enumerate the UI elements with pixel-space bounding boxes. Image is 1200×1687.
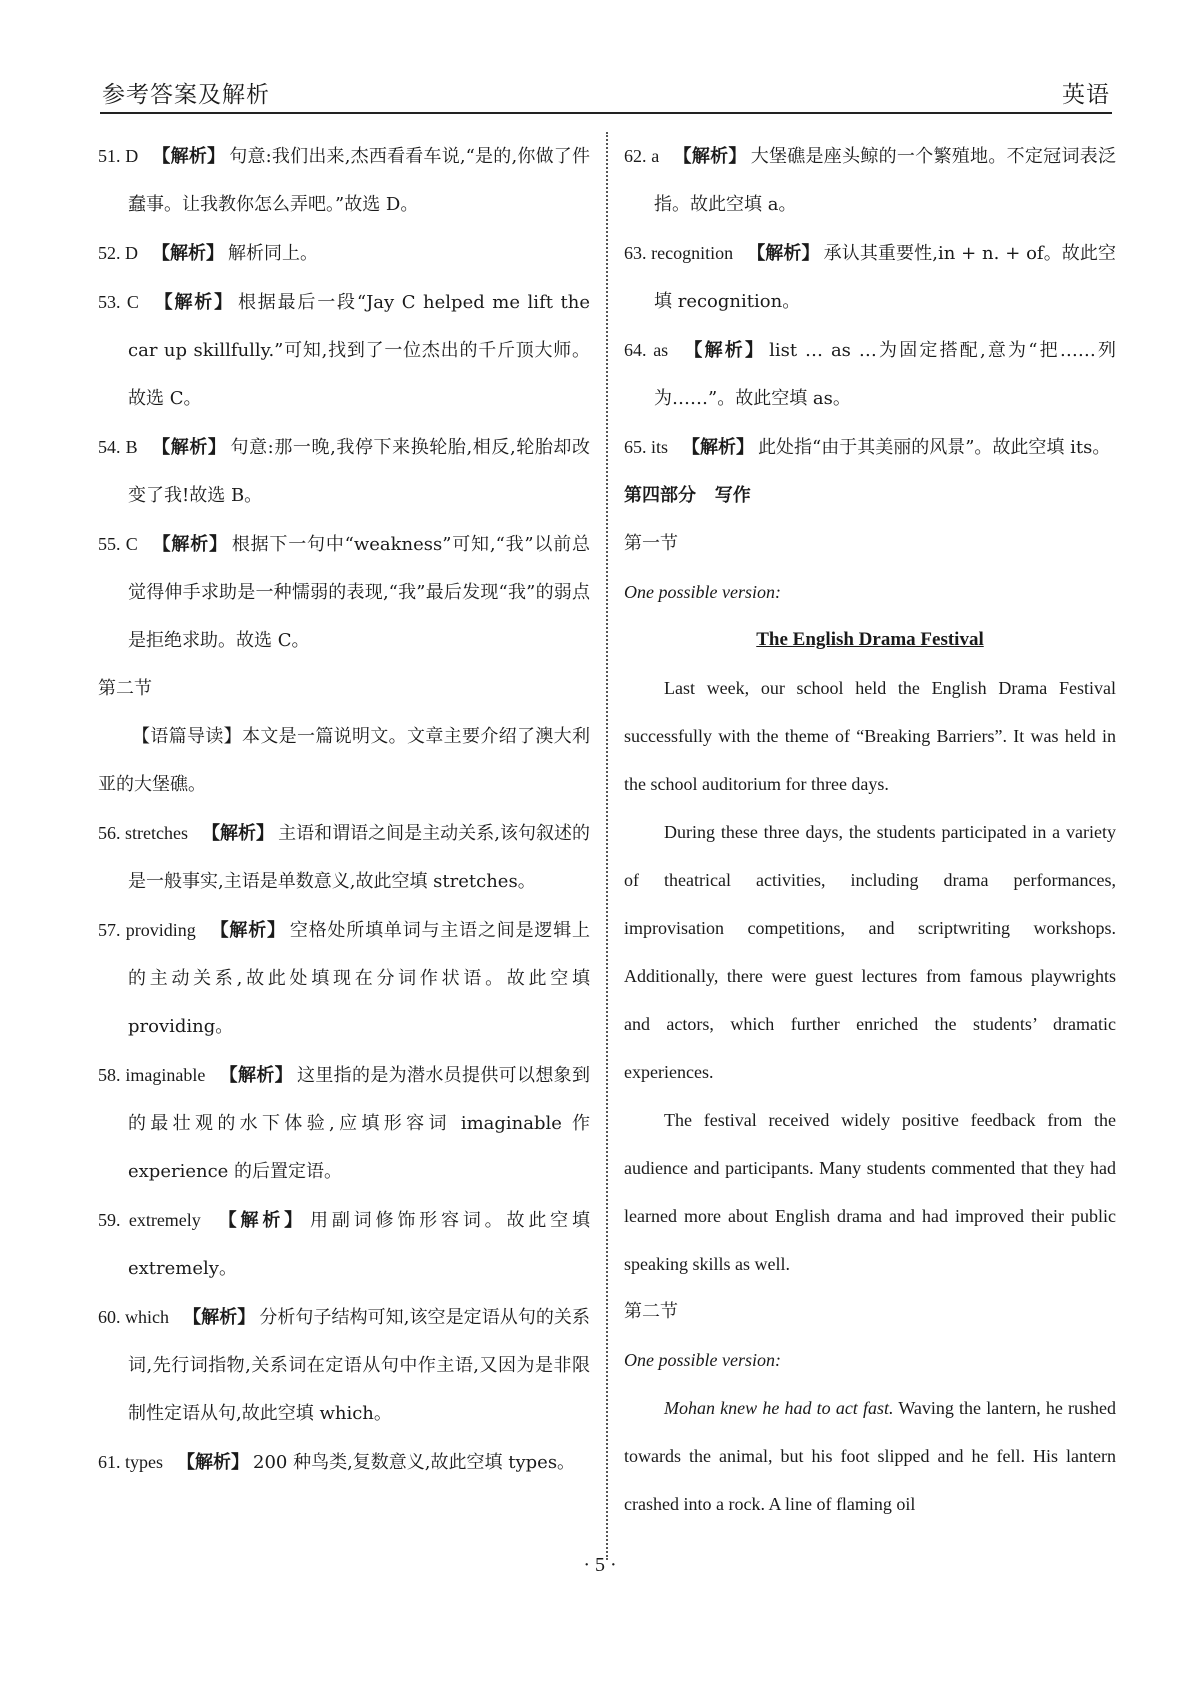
answer-number: 62. a bbox=[624, 146, 660, 166]
analysis-tag: 【解析】 bbox=[747, 243, 820, 264]
answer-item bbox=[98, 278, 590, 423]
answer-number: 55. C bbox=[98, 534, 138, 554]
answer-item bbox=[98, 906, 590, 1051]
analysis-tag: 【解析】 bbox=[682, 340, 766, 361]
analysis-tag: 【解析】 bbox=[214, 1210, 306, 1231]
answer-item bbox=[624, 423, 1116, 472]
answer-item bbox=[98, 809, 590, 906]
analysis-tag: 【解析】 bbox=[152, 292, 234, 313]
answer-number: 57. providing bbox=[98, 920, 196, 940]
header-subject: 英语 bbox=[1062, 82, 1110, 108]
answer-item bbox=[98, 229, 590, 278]
answer-item bbox=[98, 423, 590, 520]
section-title-2: 第二节 bbox=[98, 678, 152, 699]
analysis-text: 根据最后一段“Jay C helped me lift the car up skillfully.”可知,找到了一位杰出的千斤顶大师。故选 C。 bbox=[128, 292, 590, 409]
passage-guide: 【语篇导读】本文是一篇说明文。文章主要介绍了澳大利亚的大堡礁。 bbox=[98, 726, 590, 795]
analysis-text: 200 种鸟类,复数意义,故此空填 types。 bbox=[253, 1452, 576, 1473]
answer-item bbox=[98, 132, 590, 229]
answer-number: 63. recognition bbox=[624, 243, 734, 263]
essay-paragraph-3: The festival received widely positive feedback from the audience and participants. Many students commented that they had learned more about English drama and had improved their public speaking skills as well. bbox=[624, 1110, 1116, 1274]
answer-number: 51. D bbox=[98, 146, 139, 166]
analysis-tag: 【解析】 bbox=[202, 823, 275, 844]
left-column bbox=[98, 132, 590, 1487]
column-divider bbox=[606, 132, 608, 1560]
version-label-1: One possible version: bbox=[624, 582, 781, 602]
page-header bbox=[100, 72, 1112, 114]
analysis-tag: 【解析】 bbox=[152, 243, 224, 264]
essay-paragraph-2: During these three days, the students participated in a variety of theatrical activities, including drama performances, improvisation competitions, and scriptwriting workshops. Additionally, there were guest lectures from famous playwrights and actors, which further enriched the students’ dramatic experiences. bbox=[624, 822, 1116, 1082]
answer-item bbox=[98, 520, 590, 665]
continuation-text: Waving the lantern, he rushed towards the animal, but his foot slipped and he fell. His lantern crashed into a rock. A line of flaming oil bbox=[624, 1398, 1117, 1514]
answer-number: 53. C bbox=[98, 292, 139, 312]
analysis-text: 承认其重要性,in + n. + of。故此空填 recognition。 bbox=[654, 243, 1117, 312]
answer-item bbox=[624, 326, 1116, 423]
answer-list-c bbox=[624, 132, 1116, 472]
essay-paragraph-1: Last week, our school held the English Drama Festival successfully with the theme of “Breaking Barriers”. It was held in the school auditorium for three days. bbox=[624, 678, 1116, 794]
analysis-tag: 【解析】 bbox=[151, 437, 227, 458]
essay-title: The English Drama Festival bbox=[756, 629, 984, 650]
analysis-tag: 【解析】 bbox=[151, 534, 228, 555]
analysis-tag: 【解析】 bbox=[682, 437, 755, 458]
analysis-tag: 【解析】 bbox=[219, 1065, 293, 1086]
answer-item bbox=[98, 1293, 590, 1438]
answer-number: 60. which bbox=[98, 1307, 170, 1327]
analysis-text: 解析同上。 bbox=[228, 243, 318, 264]
analysis-text: 句意:那一晚,我停下来换轮胎,相反,轮胎却改变了我!故选 B。 bbox=[128, 437, 590, 506]
analysis-text: 主语和谓语之间是主动关系,该句叙述的是一般事实,主语是单数意义,故此空填 stretches。 bbox=[128, 823, 590, 892]
answer-number: 61. types bbox=[98, 1452, 163, 1472]
analysis-text: 此处指“由于其美丽的风景”。故此空填 its。 bbox=[758, 437, 1111, 458]
part4-title: 第四部分 写作 bbox=[624, 485, 751, 506]
writing-section-2-title: 第二节 bbox=[624, 1301, 678, 1322]
answer-item bbox=[98, 1438, 590, 1487]
answer-item bbox=[624, 132, 1116, 229]
analysis-text: 根据下一句中“weakness”可知,“我”以前总觉得伸手求助是一种懦弱的表现,“我”最后发现“我”的弱点是拒绝求助。故选 C。 bbox=[128, 534, 590, 651]
answer-number: 65. its bbox=[624, 437, 669, 457]
answer-number: 64. as bbox=[624, 340, 669, 360]
answer-list-a bbox=[98, 132, 590, 665]
answer-item bbox=[98, 1051, 590, 1196]
answer-number: 59. extremely bbox=[98, 1210, 201, 1230]
analysis-text: 用副词修饰形容词。故此空填 extremely。 bbox=[128, 1210, 591, 1279]
analysis-text: list … as …为固定搭配,意为“把……列为……”。故此空填 as。 bbox=[654, 340, 1117, 409]
analysis-tag: 【解析】 bbox=[177, 1452, 249, 1473]
answer-list-b bbox=[98, 809, 590, 1487]
analysis-text: 大堡礁是座头鲸的一个繁殖地。不定冠词表泛指。故此空填 a。 bbox=[654, 146, 1117, 215]
analysis-text: 空格处所填单词与主语之间是逻辑上的主动关系,故此处填现在分词作状语。故此空填 providing。 bbox=[128, 920, 591, 1037]
page-number: · 5 · bbox=[583, 1554, 617, 1576]
analysis-text: 分析句子结构可知,该空是定语从句的关系词,先行词指物,关系词在定语从句中作主语,又因为是非限制性定语从句,故此空填 which。 bbox=[128, 1307, 590, 1424]
continuation-paragraph bbox=[624, 1384, 1116, 1528]
answer-number: 52. D bbox=[98, 243, 138, 263]
version-label-2: One possible version: bbox=[624, 1350, 781, 1370]
analysis-text: 句意:我们出来,杰西看看车说,“是的,你做了件蠢事。让我教你怎么弄吧。”故选 D。 bbox=[128, 146, 591, 215]
analysis-tag: 【解析】 bbox=[209, 920, 286, 941]
analysis-tag: 【解析】 bbox=[152, 146, 226, 167]
answer-number: 56. stretches bbox=[98, 823, 188, 843]
answer-item bbox=[624, 229, 1116, 326]
analysis-text: 这里指的是为潜水员提供可以想象到的最壮观的水下体验,应填形容词 imaginable 作 experience 的后置定语。 bbox=[128, 1065, 590, 1182]
continuation-opening-sentence: Mohan knew he had to act fast. bbox=[664, 1398, 894, 1418]
right-column bbox=[624, 132, 1116, 1528]
answer-item bbox=[98, 1196, 590, 1293]
answer-number: 58. imaginable bbox=[98, 1065, 206, 1085]
analysis-tag: 【解析】 bbox=[183, 1307, 256, 1328]
answer-number: 54. B bbox=[98, 437, 138, 457]
header-title: 参考答案及解析 bbox=[102, 82, 270, 108]
writing-section-1-title: 第一节 bbox=[624, 533, 678, 554]
analysis-tag: 【解析】 bbox=[673, 146, 747, 167]
